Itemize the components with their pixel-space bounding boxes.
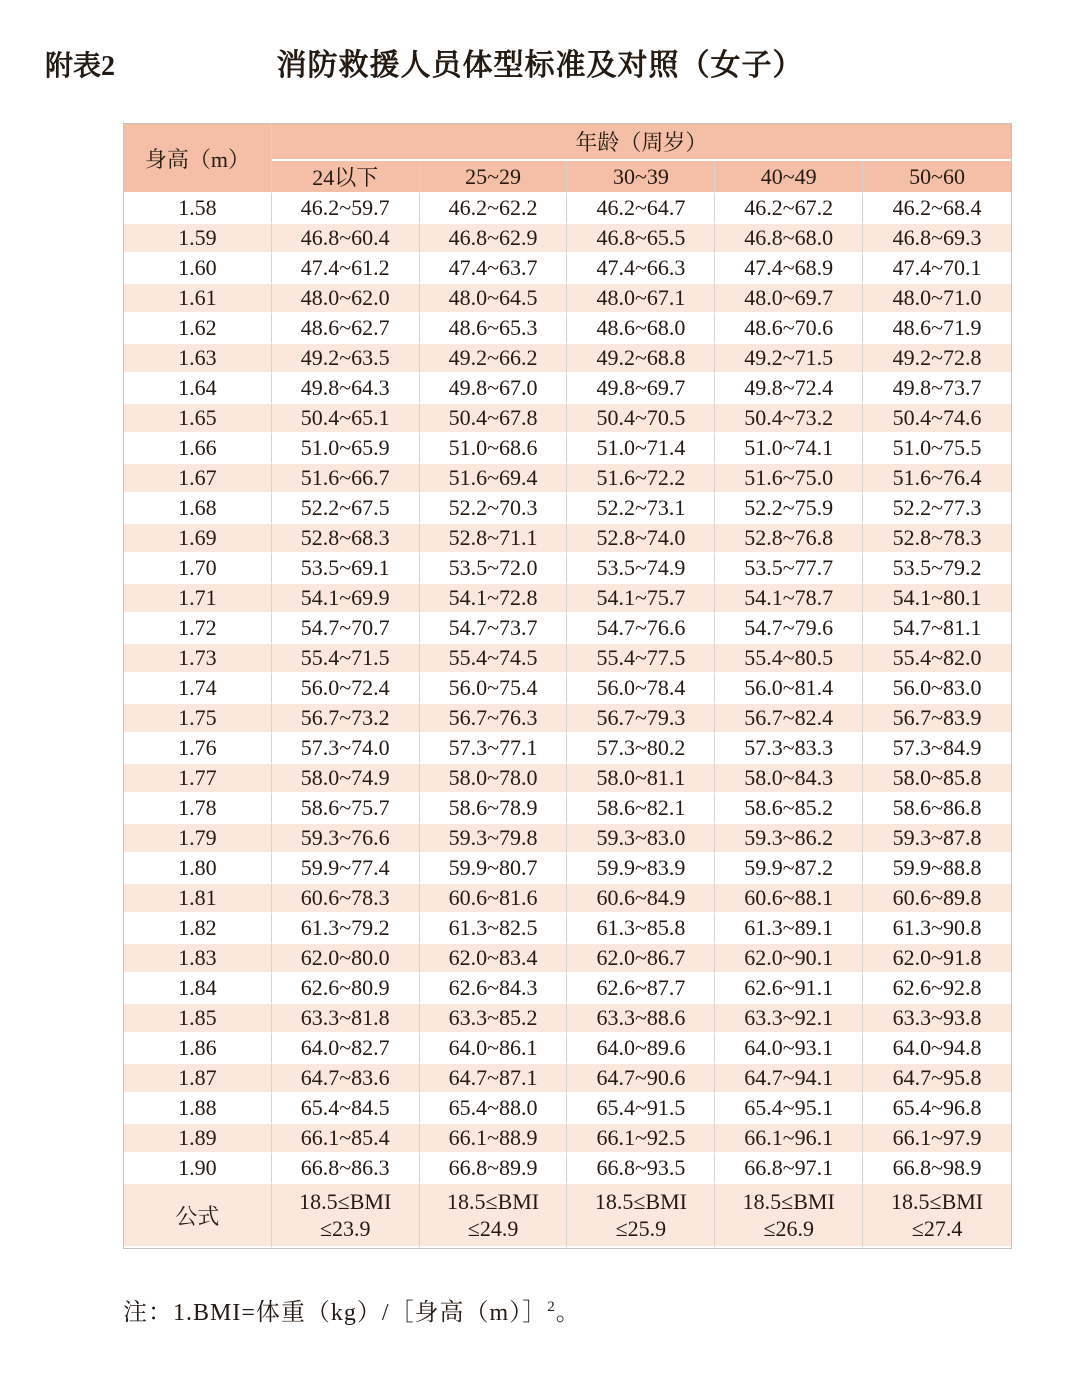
weight-range-cell: 46.8~65.5 bbox=[567, 224, 715, 254]
weight-range-cell: 52.2~73.1 bbox=[567, 494, 715, 524]
height-cell: 1.60 bbox=[124, 254, 272, 284]
table-row bbox=[124, 824, 1011, 854]
table-row bbox=[124, 794, 1011, 824]
weight-range-cell: 52.2~75.9 bbox=[715, 494, 863, 524]
weight-range-cell: 54.1~72.8 bbox=[420, 584, 568, 614]
weight-range-cell: 66.1~97.9 bbox=[863, 1124, 1011, 1154]
weight-range-cell: 47.4~61.2 bbox=[272, 254, 420, 284]
weight-range-cell: 60.6~84.9 bbox=[567, 884, 715, 914]
weight-range-cell: 48.0~69.7 bbox=[715, 284, 863, 314]
weight-range-cell: 63.3~85.2 bbox=[420, 1004, 568, 1034]
table-row bbox=[124, 314, 1011, 344]
weight-range-cell: 46.8~62.9 bbox=[420, 224, 568, 254]
weight-range-cell: 60.6~78.3 bbox=[272, 884, 420, 914]
weight-range-cell: 58.6~86.8 bbox=[863, 794, 1011, 824]
weight-range-cell: 52.2~77.3 bbox=[863, 494, 1011, 524]
weight-range-cell: 52.8~71.1 bbox=[420, 524, 568, 554]
table-row bbox=[124, 194, 1011, 224]
weight-range-cell: 56.7~82.4 bbox=[715, 704, 863, 734]
weight-range-cell: 64.0~94.8 bbox=[863, 1034, 1011, 1064]
body-standard-table bbox=[123, 123, 1012, 1249]
weight-range-cell: 52.8~76.8 bbox=[715, 524, 863, 554]
age-column-header: 25~29 bbox=[420, 161, 568, 194]
weight-range-cell: 58.0~78.0 bbox=[420, 764, 568, 794]
weight-range-cell: 49.2~63.5 bbox=[272, 344, 420, 374]
height-column-header: 身高（m） bbox=[124, 124, 272, 194]
height-cell: 1.81 bbox=[124, 884, 272, 914]
weight-range-cell: 53.5~74.9 bbox=[567, 554, 715, 584]
weight-range-cell: 54.7~79.6 bbox=[715, 614, 863, 644]
weight-range-cell: 57.3~80.2 bbox=[567, 734, 715, 764]
weight-range-cell: 53.5~77.7 bbox=[715, 554, 863, 584]
table-row bbox=[124, 284, 1011, 314]
table-row bbox=[124, 704, 1011, 734]
weight-range-cell: 47.4~66.3 bbox=[567, 254, 715, 284]
weight-range-cell: 57.3~84.9 bbox=[863, 734, 1011, 764]
height-cell: 1.62 bbox=[124, 314, 272, 344]
weight-range-cell: 46.2~62.2 bbox=[420, 194, 568, 224]
weight-range-cell: 61.3~85.8 bbox=[567, 914, 715, 944]
weight-range-cell: 66.1~88.9 bbox=[420, 1124, 568, 1154]
weight-range-cell: 59.9~88.8 bbox=[863, 854, 1011, 884]
weight-range-cell: 62.6~92.8 bbox=[863, 974, 1011, 1004]
weight-range-cell: 50.4~73.2 bbox=[715, 404, 863, 434]
weight-range-cell: 54.7~81.1 bbox=[863, 614, 1011, 644]
weight-range-cell: 55.4~71.5 bbox=[272, 644, 420, 674]
weight-range-cell: 49.8~67.0 bbox=[420, 374, 568, 404]
weight-range-cell: 59.3~76.6 bbox=[272, 824, 420, 854]
height-cell: 1.72 bbox=[124, 614, 272, 644]
formula-line1: 18.5≤BMI bbox=[299, 1189, 392, 1214]
weight-range-cell: 55.4~77.5 bbox=[567, 644, 715, 674]
weight-range-cell: 54.1~69.9 bbox=[272, 584, 420, 614]
weight-range-cell: 64.0~82.7 bbox=[272, 1034, 420, 1064]
weight-range-cell: 48.6~65.3 bbox=[420, 314, 568, 344]
formula-cell bbox=[567, 1184, 715, 1248]
table-row bbox=[124, 944, 1011, 974]
weight-range-cell: 51.6~66.7 bbox=[272, 464, 420, 494]
weight-range-cell: 49.2~72.8 bbox=[863, 344, 1011, 374]
age-column-header: 50~60 bbox=[863, 161, 1011, 194]
height-cell: 1.71 bbox=[124, 584, 272, 614]
weight-range-cell: 54.7~76.6 bbox=[567, 614, 715, 644]
weight-range-cell: 62.0~86.7 bbox=[567, 944, 715, 974]
weight-range-cell: 62.6~87.7 bbox=[567, 974, 715, 1004]
formula-line2: ≤25.9 bbox=[615, 1216, 667, 1241]
weight-range-cell: 56.7~79.3 bbox=[567, 704, 715, 734]
weight-range-cell: 56.7~83.9 bbox=[863, 704, 1011, 734]
weight-range-cell: 53.5~79.2 bbox=[863, 554, 1011, 584]
weight-range-cell: 52.2~70.3 bbox=[420, 494, 568, 524]
age-group-header: 年龄（周岁） bbox=[272, 124, 1011, 161]
table-row bbox=[124, 1034, 1011, 1064]
weight-range-cell: 62.6~84.3 bbox=[420, 974, 568, 1004]
weight-range-cell: 55.4~80.5 bbox=[715, 644, 863, 674]
weight-range-cell: 56.0~78.4 bbox=[567, 674, 715, 704]
table-row bbox=[124, 374, 1011, 404]
header-row-age-group bbox=[124, 124, 1011, 161]
weight-range-cell: 64.0~86.1 bbox=[420, 1034, 568, 1064]
height-cell: 1.90 bbox=[124, 1154, 272, 1184]
weight-range-cell: 48.0~67.1 bbox=[567, 284, 715, 314]
weight-range-cell: 51.0~65.9 bbox=[272, 434, 420, 464]
weight-range-cell: 50.4~70.5 bbox=[567, 404, 715, 434]
page-title: 消防救援人员体型标准及对照（女子） bbox=[276, 49, 804, 82]
height-cell: 1.65 bbox=[124, 404, 272, 434]
weight-range-cell: 60.6~88.1 bbox=[715, 884, 863, 914]
weight-range-cell: 59.9~77.4 bbox=[272, 854, 420, 884]
weight-range-cell: 66.8~98.9 bbox=[863, 1154, 1011, 1184]
weight-range-cell: 46.2~68.4 bbox=[863, 194, 1011, 224]
table-row bbox=[124, 344, 1011, 374]
weight-range-cell: 46.2~64.7 bbox=[567, 194, 715, 224]
age-column-header: 40~49 bbox=[715, 161, 863, 194]
formula-line1: 18.5≤BMI bbox=[891, 1189, 984, 1214]
weight-range-cell: 59.9~80.7 bbox=[420, 854, 568, 884]
weight-range-cell: 57.3~74.0 bbox=[272, 734, 420, 764]
weight-range-cell: 56.0~83.0 bbox=[863, 674, 1011, 704]
table-row bbox=[124, 1064, 1011, 1094]
height-cell: 1.61 bbox=[124, 284, 272, 314]
height-cell: 1.74 bbox=[124, 674, 272, 704]
weight-range-cell: 58.6~78.9 bbox=[420, 794, 568, 824]
weight-range-cell: 64.7~90.6 bbox=[567, 1064, 715, 1094]
weight-range-cell: 48.6~68.0 bbox=[567, 314, 715, 344]
footnote-period: 。 bbox=[555, 1300, 581, 1326]
weight-range-cell: 54.7~70.7 bbox=[272, 614, 420, 644]
weight-range-cell: 65.4~88.0 bbox=[420, 1094, 568, 1124]
height-cell: 1.66 bbox=[124, 434, 272, 464]
table-row bbox=[124, 644, 1011, 674]
height-cell: 1.82 bbox=[124, 914, 272, 944]
weight-range-cell: 47.4~68.9 bbox=[715, 254, 863, 284]
height-cell: 1.89 bbox=[124, 1124, 272, 1154]
footnote-text: 注：1.BMI=体重（kg）/［身高（m）］ bbox=[123, 1300, 548, 1326]
table-row bbox=[124, 1124, 1011, 1154]
weight-range-cell: 60.6~89.8 bbox=[863, 884, 1011, 914]
table-row bbox=[124, 554, 1011, 584]
weight-range-cell: 52.8~74.0 bbox=[567, 524, 715, 554]
height-cell: 1.87 bbox=[124, 1064, 272, 1094]
height-cell: 1.67 bbox=[124, 464, 272, 494]
table-row bbox=[124, 854, 1011, 884]
weight-range-cell: 66.8~93.5 bbox=[567, 1154, 715, 1184]
weight-range-cell: 58.6~85.2 bbox=[715, 794, 863, 824]
weight-range-cell: 62.0~90.1 bbox=[715, 944, 863, 974]
weight-range-cell: 66.8~97.1 bbox=[715, 1154, 863, 1184]
weight-range-cell: 60.6~81.6 bbox=[420, 884, 568, 914]
weight-range-cell: 46.8~68.0 bbox=[715, 224, 863, 254]
table-row bbox=[124, 494, 1011, 524]
height-cell: 1.88 bbox=[124, 1094, 272, 1124]
weight-range-cell: 49.8~64.3 bbox=[272, 374, 420, 404]
weight-range-cell: 66.1~85.4 bbox=[272, 1124, 420, 1154]
weight-range-cell: 48.6~62.7 bbox=[272, 314, 420, 344]
weight-range-cell: 61.3~82.5 bbox=[420, 914, 568, 944]
formula-line2: ≤23.9 bbox=[319, 1216, 371, 1241]
footnote-superscript: 2 bbox=[547, 1299, 556, 1315]
table-row bbox=[124, 1154, 1011, 1184]
weight-range-cell: 49.8~69.7 bbox=[567, 374, 715, 404]
weight-range-cell: 58.6~82.1 bbox=[567, 794, 715, 824]
height-cell: 1.63 bbox=[124, 344, 272, 374]
height-cell: 1.69 bbox=[124, 524, 272, 554]
table-row bbox=[124, 674, 1011, 704]
weight-range-cell: 58.0~74.9 bbox=[272, 764, 420, 794]
weight-range-cell: 61.3~89.1 bbox=[715, 914, 863, 944]
weight-range-cell: 54.7~73.7 bbox=[420, 614, 568, 644]
table-header bbox=[124, 124, 1011, 194]
weight-range-cell: 65.4~91.5 bbox=[567, 1094, 715, 1124]
title-bar bbox=[0, 40, 1080, 84]
weight-range-cell: 52.8~78.3 bbox=[863, 524, 1011, 554]
table-row bbox=[124, 464, 1011, 494]
weight-range-cell: 48.0~62.0 bbox=[272, 284, 420, 314]
weight-range-cell: 46.2~67.2 bbox=[715, 194, 863, 224]
weight-range-cell: 55.4~82.0 bbox=[863, 644, 1011, 674]
height-cell: 1.86 bbox=[124, 1034, 272, 1064]
weight-range-cell: 62.0~83.4 bbox=[420, 944, 568, 974]
table-row bbox=[124, 524, 1011, 554]
height-cell: 1.84 bbox=[124, 974, 272, 1004]
weight-range-cell: 46.2~59.7 bbox=[272, 194, 420, 224]
height-cell: 1.83 bbox=[124, 944, 272, 974]
weight-range-cell: 51.0~75.5 bbox=[863, 434, 1011, 464]
weight-range-cell: 49.2~71.5 bbox=[715, 344, 863, 374]
appendix-table-label: 附表2 bbox=[45, 51, 116, 82]
table-row bbox=[124, 974, 1011, 1004]
weight-range-cell: 57.3~77.1 bbox=[420, 734, 568, 764]
weight-range-cell: 49.2~66.2 bbox=[420, 344, 568, 374]
weight-range-cell: 59.3~87.8 bbox=[863, 824, 1011, 854]
footnote bbox=[123, 1292, 581, 1327]
weight-range-cell: 52.2~67.5 bbox=[272, 494, 420, 524]
weight-range-cell: 64.7~95.8 bbox=[863, 1064, 1011, 1094]
formula-row bbox=[124, 1184, 1011, 1248]
weight-range-cell: 51.6~76.4 bbox=[863, 464, 1011, 494]
weight-range-cell: 50.4~74.6 bbox=[863, 404, 1011, 434]
weight-range-cell: 58.0~85.8 bbox=[863, 764, 1011, 794]
formula-line1: 18.5≤BMI bbox=[447, 1189, 540, 1214]
weight-range-cell: 52.8~68.3 bbox=[272, 524, 420, 554]
weight-range-cell: 59.3~79.8 bbox=[420, 824, 568, 854]
weight-range-cell: 58.0~84.3 bbox=[715, 764, 863, 794]
height-cell: 1.73 bbox=[124, 644, 272, 674]
formula-line2: ≤27.4 bbox=[911, 1216, 963, 1241]
formula-line2: ≤26.9 bbox=[763, 1216, 815, 1241]
formula-line1: 18.5≤BMI bbox=[742, 1189, 835, 1214]
weight-range-cell: 66.8~89.9 bbox=[420, 1154, 568, 1184]
weight-range-cell: 51.0~71.4 bbox=[567, 434, 715, 464]
weight-range-cell: 65.4~96.8 bbox=[863, 1094, 1011, 1124]
weight-range-cell: 49.8~72.4 bbox=[715, 374, 863, 404]
table-row bbox=[124, 914, 1011, 944]
height-cell: 1.79 bbox=[124, 824, 272, 854]
height-cell: 1.80 bbox=[124, 854, 272, 884]
weight-range-cell: 57.3~83.3 bbox=[715, 734, 863, 764]
weight-range-cell: 62.6~80.9 bbox=[272, 974, 420, 1004]
weight-range-cell: 64.7~94.1 bbox=[715, 1064, 863, 1094]
weight-range-cell: 48.0~64.5 bbox=[420, 284, 568, 314]
formula-line1: 18.5≤BMI bbox=[594, 1189, 687, 1214]
weight-range-cell: 64.7~83.6 bbox=[272, 1064, 420, 1094]
height-cell: 1.64 bbox=[124, 374, 272, 404]
weight-range-cell: 46.8~60.4 bbox=[272, 224, 420, 254]
height-cell: 1.75 bbox=[124, 704, 272, 734]
weight-range-cell: 66.1~92.5 bbox=[567, 1124, 715, 1154]
weight-range-cell: 58.0~81.1 bbox=[567, 764, 715, 794]
formula-label: 公式 bbox=[124, 1184, 272, 1248]
weight-range-cell: 59.3~86.2 bbox=[715, 824, 863, 854]
table-row bbox=[124, 734, 1011, 764]
weight-range-cell: 59.9~83.9 bbox=[567, 854, 715, 884]
weight-range-cell: 54.1~75.7 bbox=[567, 584, 715, 614]
weight-range-cell: 59.3~83.0 bbox=[567, 824, 715, 854]
weight-range-cell: 63.3~88.6 bbox=[567, 1004, 715, 1034]
table-row bbox=[124, 224, 1011, 254]
height-cell: 1.59 bbox=[124, 224, 272, 254]
weight-range-cell: 65.4~95.1 bbox=[715, 1094, 863, 1124]
weight-range-cell: 48.6~71.9 bbox=[863, 314, 1011, 344]
weight-range-cell: 49.8~73.7 bbox=[863, 374, 1011, 404]
weight-range-cell: 58.6~75.7 bbox=[272, 794, 420, 824]
height-cell: 1.70 bbox=[124, 554, 272, 584]
age-column-header: 30~39 bbox=[567, 161, 715, 194]
weight-range-cell: 48.6~70.6 bbox=[715, 314, 863, 344]
height-cell: 1.85 bbox=[124, 1004, 272, 1034]
weight-range-cell: 56.7~73.2 bbox=[272, 704, 420, 734]
weight-range-cell: 59.9~87.2 bbox=[715, 854, 863, 884]
weight-range-cell: 54.1~80.1 bbox=[863, 584, 1011, 614]
weight-range-cell: 63.3~92.1 bbox=[715, 1004, 863, 1034]
formula-cell bbox=[863, 1184, 1011, 1248]
weight-range-cell: 51.0~74.1 bbox=[715, 434, 863, 464]
formula-cell bbox=[420, 1184, 568, 1248]
height-cell: 1.76 bbox=[124, 734, 272, 764]
weight-range-cell: 50.4~65.1 bbox=[272, 404, 420, 434]
weight-range-cell: 62.6~91.1 bbox=[715, 974, 863, 1004]
weight-range-cell: 61.3~90.8 bbox=[863, 914, 1011, 944]
formula-cell bbox=[272, 1184, 420, 1248]
weight-range-cell: 53.5~69.1 bbox=[272, 554, 420, 584]
weight-range-cell: 48.0~71.0 bbox=[863, 284, 1011, 314]
weight-range-cell: 64.0~89.6 bbox=[567, 1034, 715, 1064]
height-cell: 1.58 bbox=[124, 194, 272, 224]
weight-range-cell: 56.0~81.4 bbox=[715, 674, 863, 704]
weight-range-cell: 53.5~72.0 bbox=[420, 554, 568, 584]
weight-range-cell: 51.0~68.6 bbox=[420, 434, 568, 464]
table-row bbox=[124, 254, 1011, 284]
weight-range-cell: 56.0~72.4 bbox=[272, 674, 420, 704]
weight-range-cell: 63.3~81.8 bbox=[272, 1004, 420, 1034]
formula-cell bbox=[715, 1184, 863, 1248]
weight-range-cell: 56.0~75.4 bbox=[420, 674, 568, 704]
weight-range-cell: 51.6~72.2 bbox=[567, 464, 715, 494]
weight-range-cell: 49.2~68.8 bbox=[567, 344, 715, 374]
weight-range-cell: 47.4~63.7 bbox=[420, 254, 568, 284]
table-row bbox=[124, 404, 1011, 434]
weight-range-cell: 56.7~76.3 bbox=[420, 704, 568, 734]
weight-range-cell: 63.3~93.8 bbox=[863, 1004, 1011, 1034]
weight-range-cell: 64.0~93.1 bbox=[715, 1034, 863, 1064]
table-row bbox=[124, 1004, 1011, 1034]
age-column-header: 24以下 bbox=[272, 161, 420, 194]
weight-range-cell: 47.4~70.1 bbox=[863, 254, 1011, 284]
table-row bbox=[124, 434, 1011, 464]
table-row bbox=[124, 1094, 1011, 1124]
weight-range-cell: 54.1~78.7 bbox=[715, 584, 863, 614]
height-cell: 1.68 bbox=[124, 494, 272, 524]
formula-line2: ≤24.9 bbox=[467, 1216, 519, 1241]
weight-range-cell: 50.4~67.8 bbox=[420, 404, 568, 434]
weight-range-cell: 46.8~69.3 bbox=[863, 224, 1011, 254]
table-row bbox=[124, 614, 1011, 644]
table-body bbox=[124, 194, 1011, 1248]
table-row bbox=[124, 584, 1011, 614]
table-row bbox=[124, 884, 1011, 914]
table-row bbox=[124, 764, 1011, 794]
height-cell: 1.77 bbox=[124, 764, 272, 794]
weight-range-cell: 51.6~75.0 bbox=[715, 464, 863, 494]
weight-range-cell: 61.3~79.2 bbox=[272, 914, 420, 944]
weight-range-cell: 62.0~91.8 bbox=[863, 944, 1011, 974]
weight-range-cell: 64.7~87.1 bbox=[420, 1064, 568, 1094]
weight-range-cell: 55.4~74.5 bbox=[420, 644, 568, 674]
weight-range-cell: 65.4~84.5 bbox=[272, 1094, 420, 1124]
height-cell: 1.78 bbox=[124, 794, 272, 824]
weight-range-cell: 62.0~80.0 bbox=[272, 944, 420, 974]
weight-range-cell: 66.1~96.1 bbox=[715, 1124, 863, 1154]
weight-range-cell: 66.8~86.3 bbox=[272, 1154, 420, 1184]
weight-range-cell: 51.6~69.4 bbox=[420, 464, 568, 494]
